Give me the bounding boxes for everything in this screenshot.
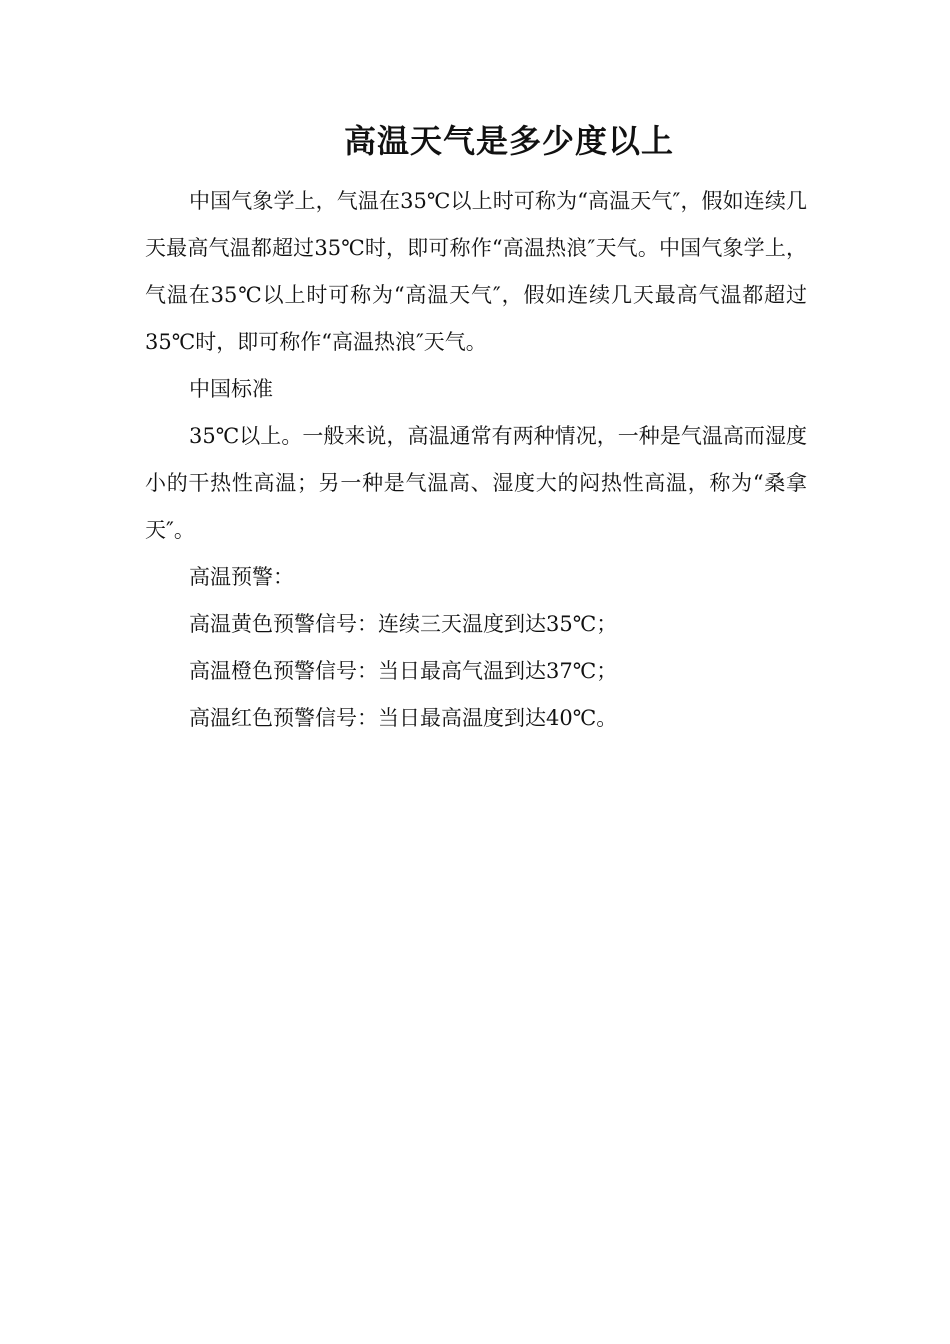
paragraph-yellow-warning: 高温黄色预警信号：连续三天温度到达35℃；	[189, 612, 618, 636]
paragraph-china-standard-heading: 中国标准	[189, 377, 273, 401]
document-title: 高温天气是多少度以上	[343, 122, 674, 160]
document-body	[145, 178, 807, 742]
paragraph-warning-heading: 高温预警：	[189, 565, 294, 589]
paragraph-orange-warning: 高温橙色预警信号：当日最高气温到达37℃；	[189, 659, 618, 683]
paragraph-china-standard: 35℃以上。一般来说，高温通常有两种情况，一种是气温高而湿度小的干热性高温；另一种是气温高、湿度大的闷热性高温，称为“桑拿天″。	[145, 424, 807, 542]
paragraph-definition: 中国气象学上，气温在35℃以上时可称为“高温天气″，假如连续几天最高气温都超过35℃时，即可称作“高温热浪″天气。中国气象学上，气温在35℃以上时可称为“高温天气″，假如连续几天最高气温都超过35℃时，即可称作“高温热浪″天气。	[145, 189, 807, 354]
paragraph-red-warning: 高温红色预警信号：当日最高温度到达40℃。	[189, 706, 618, 730]
